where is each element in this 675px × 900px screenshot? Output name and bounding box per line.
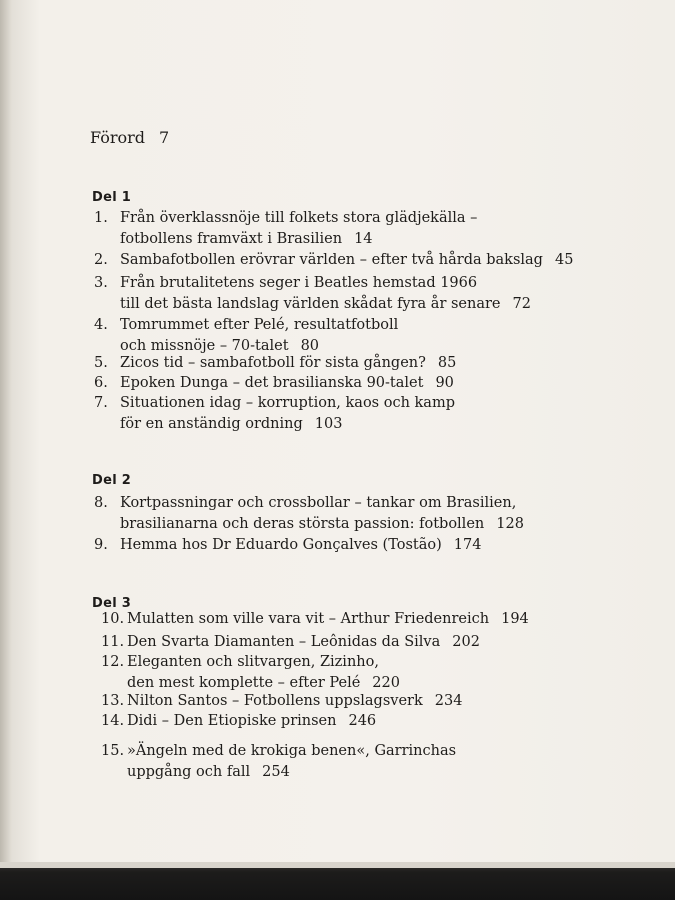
entry-page-number: 220	[372, 675, 400, 691]
entry-number: 9.	[94, 537, 108, 553]
entry-page-number: 202	[452, 634, 480, 650]
entry-number: 12.	[101, 654, 125, 670]
entry-title-line: och missnöje – 70-talet 80	[120, 338, 320, 354]
foreword-title: Förord	[90, 128, 146, 147]
entry-number: 3.	[94, 275, 108, 291]
entry-number: 15.	[101, 743, 125, 759]
entry-page-number: 174	[453, 537, 482, 553]
entry-page-number: 90	[435, 375, 454, 391]
entry-title-line: Eleganten och slitvargen, Zizinho,	[127, 654, 379, 670]
entry-title-line: uppgång och fall 254	[127, 764, 290, 780]
entry-title-line: den mest komplette – efter Pelé 220	[127, 675, 400, 691]
entry-title-line: till det bästa landslag världen skådat fyra år senare 72	[120, 296, 531, 312]
entry-number: 1.	[94, 210, 108, 226]
entry-page-number: 246	[348, 713, 377, 729]
entry-title-line: »Ängeln med de krokiga benen«, Garrinchas	[127, 743, 457, 759]
entry-title-line: Zicos tid – sambafotboll för sista gången? 85	[120, 355, 457, 371]
entry-title-line: fotbollens framväxt i Brasilien 14	[120, 231, 373, 247]
entry-number: 11.	[101, 634, 125, 650]
entry-page-number: 128	[496, 516, 524, 532]
entry-title-line: Tomrummet efter Pelé, resultatfotboll	[120, 317, 399, 333]
page-gutter-shadow	[0, 0, 12, 870]
part-title: Del 1	[92, 190, 132, 205]
entry-number: 6.	[94, 375, 108, 391]
entry-title-line: Kortpassningar och crossbollar – tankar om Brasilien,	[120, 495, 517, 511]
entry-page-number: 14	[354, 231, 373, 247]
entry-page-number: 254	[262, 764, 290, 780]
entry-page-number: 234	[434, 693, 463, 709]
entry-page-number: 85	[437, 355, 457, 371]
entry-page-number: 103	[314, 416, 343, 432]
entry-page-number: 72	[512, 296, 531, 312]
part-title: Del 3	[92, 596, 132, 611]
entry-number: 13.	[101, 693, 125, 709]
entry-title-line: Sambafotbollen erövrar världen – efter två hårda bakslag 45	[120, 252, 574, 268]
entry-title-line: Didi – Den Etiopiske prinsen 246	[127, 713, 377, 729]
entry-number: 2.	[94, 252, 108, 268]
entry-number: 8.	[94, 495, 108, 511]
entry-page-number: 80	[300, 338, 320, 354]
entry-title-line: Den Svarta Diamanten – Leônidas da Silva 202	[127, 634, 480, 650]
entry-title-line: Situationen idag – korruption, kaos och kamp	[120, 395, 455, 411]
entry-page-number: 194	[501, 611, 529, 627]
entry-title-line: Epoken Dunga – det brasilianska 90-talet 90	[120, 375, 454, 391]
entry-title-line: för en anständig ordning 103	[120, 416, 343, 432]
entry-number: 4.	[94, 317, 108, 333]
entry-title-line: Från överklassnöje till folkets stora glädjekälla –	[120, 210, 478, 226]
entry-title-line: Från brutalitetens seger i Beatles hemstad 1966	[120, 275, 478, 291]
entry-title-line: Hemma hos Dr Eduardo Gonçalves (Tostão) 174	[120, 537, 482, 553]
entry-number: 10.	[101, 611, 125, 627]
entry-page-number: 45	[554, 252, 574, 268]
entry-title-line: brasilianarna och deras största passion: fotbollen 128	[120, 516, 524, 532]
entry-title-line: Mulatten som ville vara vit – Arthur Friedenreich 194	[127, 611, 529, 627]
entry-number: 7.	[94, 395, 108, 411]
entry-title-line: Nilton Santos – Fotbollens uppslagsverk 234	[127, 693, 463, 709]
foreword-entry	[90, 128, 169, 147]
part-title: Del 2	[92, 473, 132, 488]
entry-number: 5.	[94, 355, 108, 371]
foreword-page: 7	[159, 128, 170, 147]
page-bottom-edge	[0, 862, 675, 900]
entry-number: 14.	[101, 713, 125, 729]
